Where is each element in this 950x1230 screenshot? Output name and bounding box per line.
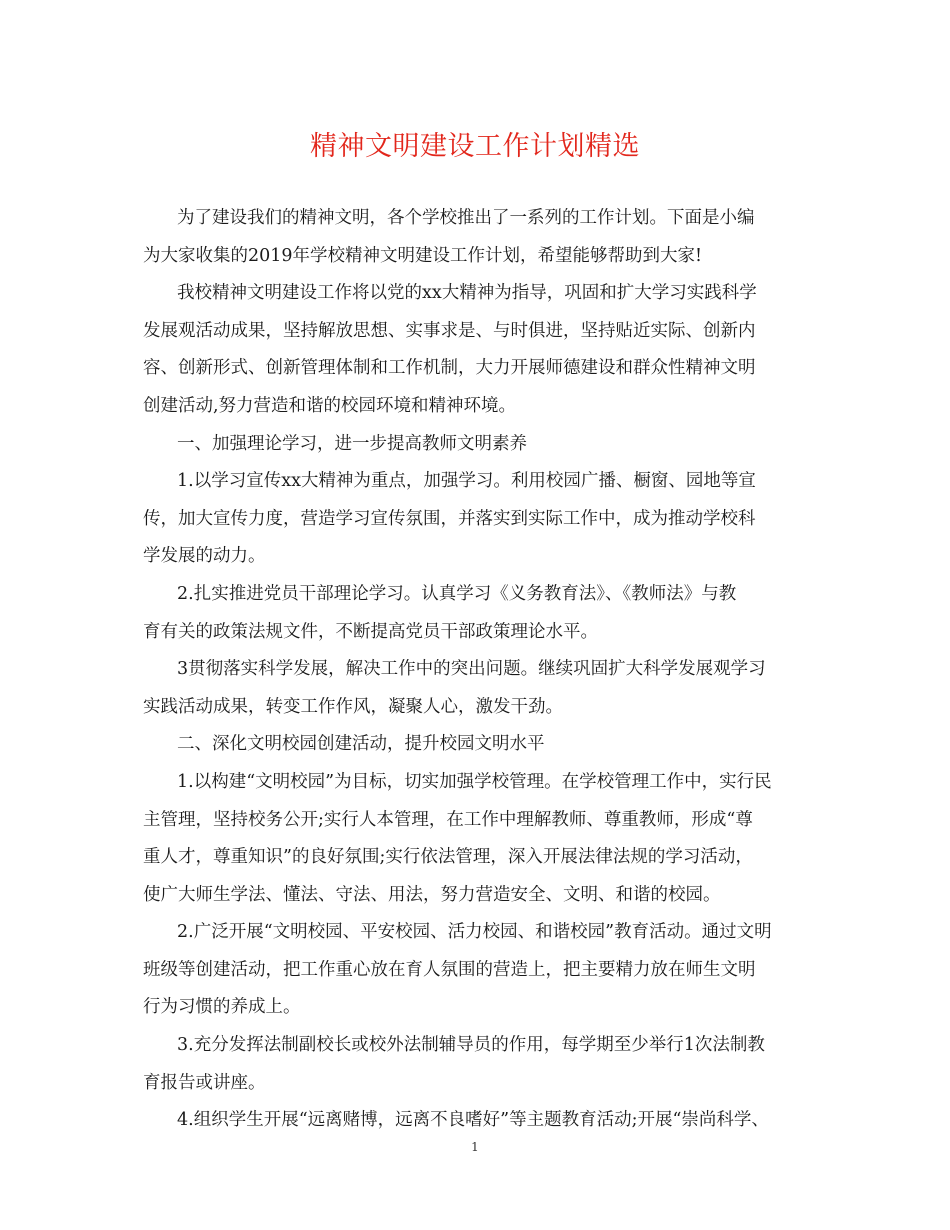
- text-line: 实践活动成果，转变工作作风，凝聚人心，激发干劲。: [143, 696, 563, 717]
- text-line: 二、深化文明校园创建活动，提升校园文明水平: [177, 734, 545, 755]
- paragraph: [143, 1027, 808, 1102]
- text-line: 2.扎实推进党员干部理论学习。认真学习《义务教育法》、《教师法》与教: [177, 583, 737, 604]
- page-number: 1: [471, 1140, 479, 1154]
- text-line: 传，加大宣传力度，营造学习宣传氛围，并落实到实际工作中，成为推动学校科: [143, 508, 756, 529]
- paragraph: [143, 764, 808, 914]
- text-line: 为了建设我们的精神文明，各个学校推出了一系列的工作计划。下面是小编: [177, 208, 755, 228]
- paragraph: [143, 463, 808, 576]
- text-line: 育报告或讲座。: [143, 1072, 266, 1093]
- paragraph: [143, 726, 808, 764]
- text-line: 1.以构建“文明校园”为目标，切实加强学校管理。在学校管理工作中，实行民: [177, 771, 772, 792]
- document-title: 精神文明建设工作计划精选: [310, 131, 640, 162]
- text-line: 主管理，坚持校务公开;实行人本管理，在工作中理解教师、尊重教师，形成“尊: [143, 809, 753, 830]
- text-line: 重人才，尊重知识”的良好氛围;实行依法管理，深入开展法律法规的学习活动，: [143, 847, 753, 868]
- text-line: 3.充分发挥法制副校长或校外法制辅导员的作用，每学期至少举行1次法制教: [177, 1035, 765, 1056]
- paragraph: [143, 576, 808, 651]
- text-line: 使广大师生学法、懂法、守法、用法，努力营造安全、文明、和谐的校园。: [143, 884, 721, 905]
- text-line: 育有关的政策法规文件，不断提高党员干部政策理论水平。: [143, 621, 598, 642]
- paragraph: [143, 914, 808, 1027]
- text-line: 行为习惯的养成上。: [143, 997, 301, 1018]
- text-line: 发展观活动成果，坚持解放思想、实事求是、与时俱进，坚持贴近实际、创新内: [143, 320, 756, 341]
- paragraph: [143, 200, 808, 275]
- text-line: 我校精神文明建设工作将以党的xx大精神为指导，巩固和扩大学习实践科学: [177, 283, 757, 304]
- text-line: 2.广泛开展“文明校园、平安校园、活力校园、和谐校园”教育活动。通过文明: [177, 922, 772, 943]
- text-line: 创建活动,努力营造和谐的校园环境和精神环境。: [143, 395, 517, 416]
- text-line: 一、加强理论学习，进一步提高教师文明素养: [177, 433, 527, 454]
- document-body: [143, 200, 808, 1140]
- text-line: 学发展的动力。: [143, 546, 266, 567]
- text-line: 1.以学习宣传xx大精神为重点，加强学习。利用校园广播、橱窗、园地等宣: [177, 471, 756, 492]
- paragraph: [143, 426, 808, 464]
- text-line: 4.组织学生开展“远离赌博，远离不良嗜好”等主题教育活动;开展“崇尚科学、: [177, 1110, 769, 1131]
- paragraph: [143, 1102, 808, 1140]
- text-line: 容、创新形式、创新管理体制和工作机制，大力开展师德建设和群众性精神文明: [143, 358, 756, 379]
- text-line: 3贯彻落实科学发展，解决工作中的突出问题。继续巩固扩大科学发展观学习: [177, 659, 766, 680]
- text-line: 为大家收集的2019年学校精神文明建设工作计划，希望能够帮助到大家!: [143, 245, 703, 266]
- paragraph: [143, 651, 808, 726]
- paragraph: [143, 275, 808, 425]
- text-line: 班级等创建活动，把工作重心放在育人氛围的营造上，把主要精力放在师生文明: [143, 959, 756, 980]
